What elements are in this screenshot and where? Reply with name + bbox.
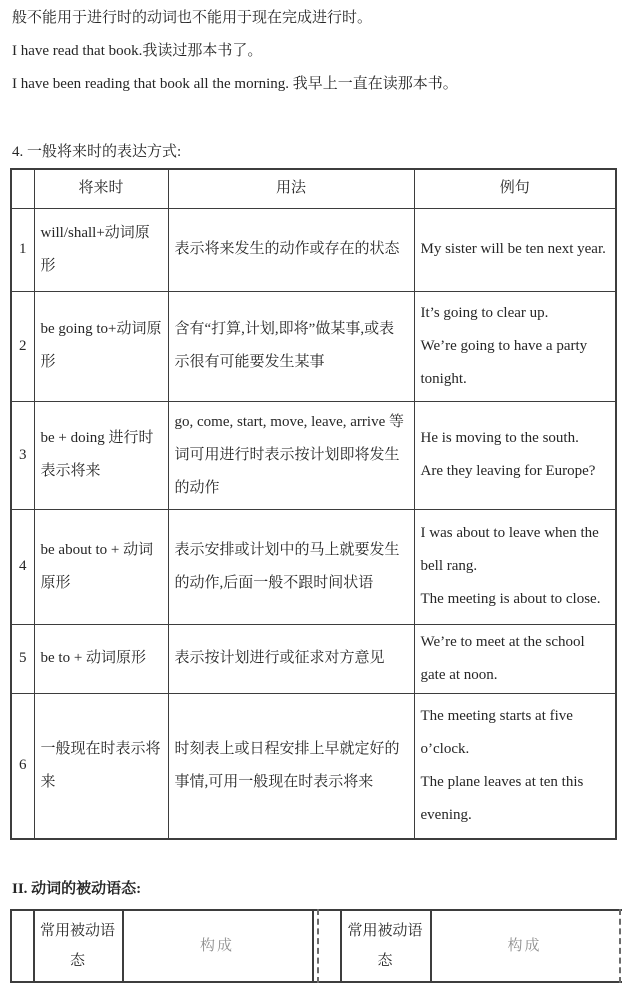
example-sentence: The meeting is about to close. bbox=[420, 591, 601, 607]
table-row bbox=[11, 624, 616, 693]
row-number: 6 bbox=[11, 693, 34, 839]
intro-paragraph-3: I have been reading that book all the morning. 我早上一直在读那本书。 bbox=[12, 76, 458, 92]
tense-form-cell: will/shall+动词原形 bbox=[34, 208, 168, 291]
tense-form-cell: be + doing 进行时表示将来 bbox=[34, 401, 168, 509]
example-sentence: The meeting starts at five o’clock. bbox=[420, 707, 573, 757]
intro-paragraph-2: I have read that book.我读过那本书了。 bbox=[12, 43, 263, 59]
table-continuation-dashed-line bbox=[619, 909, 621, 983]
table-row bbox=[11, 401, 616, 509]
tense-form-cell: be about to + 动词原形 bbox=[34, 509, 168, 624]
usage-cell: 含有“打算,计划,即将”做某事,或表示很有可能要发生某事 bbox=[168, 291, 414, 401]
example-sentence: My sister will be ten next year. bbox=[420, 241, 606, 257]
passive-formation-header-left: 构成 bbox=[199, 938, 234, 954]
examples-cell bbox=[414, 208, 616, 291]
row-number: 4 bbox=[11, 509, 34, 624]
future-tense-section-heading: 4. 一般将来时的表达方式: bbox=[12, 144, 182, 160]
intro-paragraph-1: 般不能用于进行时的动词也不能用于现在完成进行时。 bbox=[12, 10, 373, 26]
future-tense-table bbox=[10, 168, 617, 840]
passive-header-right: 常用被动语态 bbox=[347, 923, 423, 969]
example-sentence: We’re going to have a party tonight. bbox=[420, 337, 588, 387]
example-sentence: I was about to leave when the bell rang. bbox=[420, 525, 599, 574]
table-header-row bbox=[11, 169, 616, 208]
passive-formation-header-right: 构成 bbox=[507, 938, 542, 954]
examples-cell bbox=[414, 693, 616, 839]
usage-cell: 表示将来发生的动作或存在的状态 bbox=[168, 208, 414, 291]
row-number: 2 bbox=[11, 291, 34, 401]
example-sentence: He is moving to the south. bbox=[420, 430, 579, 446]
usage-cell: 表示安排或计划中的马上就要发生的动作,后面一般不跟时间状语 bbox=[168, 509, 414, 624]
usage-cell: go, come, start, move, leave, arrive 等词可用进行时表示按计划即将发生的动作 bbox=[168, 401, 414, 509]
example-sentence: It’s going to clear up. bbox=[420, 304, 549, 321]
table-border-line bbox=[312, 909, 314, 983]
examples-cell bbox=[414, 509, 616, 624]
examples-cell bbox=[414, 401, 616, 509]
passive-header-left: 常用被动语态 bbox=[39, 923, 115, 969]
row-number: 3 bbox=[11, 401, 34, 509]
passive-voice-section-heading: II. 动词的被动语态: bbox=[12, 881, 142, 897]
tense-form-cell: be going to+动词原形 bbox=[34, 291, 168, 401]
header-example-cell: 例句 bbox=[414, 169, 616, 208]
example-sentence: The plane leaves at ten this evening. bbox=[420, 773, 584, 823]
example-sentence: We’re to meet at the school gate at noon. bbox=[420, 633, 585, 683]
usage-cell: 表示按计划进行或征求对方意见 bbox=[168, 624, 414, 693]
header-tense-cell: 将来时 bbox=[34, 169, 168, 208]
table-row bbox=[11, 693, 616, 839]
tense-form-cell: be to + 动词原形 bbox=[34, 624, 168, 693]
table-row bbox=[11, 509, 616, 624]
table-row bbox=[11, 208, 616, 291]
table-continuation-dashed-line bbox=[317, 909, 319, 983]
row-number: 5 bbox=[11, 624, 34, 693]
table-row bbox=[11, 291, 616, 401]
examples-cell bbox=[414, 624, 616, 693]
tense-form-cell: 一般现在时表示将来 bbox=[34, 693, 168, 839]
examples-cell bbox=[414, 291, 616, 401]
header-index-cell bbox=[11, 169, 34, 208]
usage-cell: 时刻表上或日程安排上早就定好的事情,可用一般现在时表示将来 bbox=[168, 693, 414, 839]
header-usage-cell: 用法 bbox=[168, 169, 414, 208]
example-sentence: Are they leaving for Europe? bbox=[420, 463, 596, 479]
passive-voice-table bbox=[10, 909, 622, 985]
row-number: 1 bbox=[11, 208, 34, 291]
table-border-line bbox=[10, 909, 12, 983]
